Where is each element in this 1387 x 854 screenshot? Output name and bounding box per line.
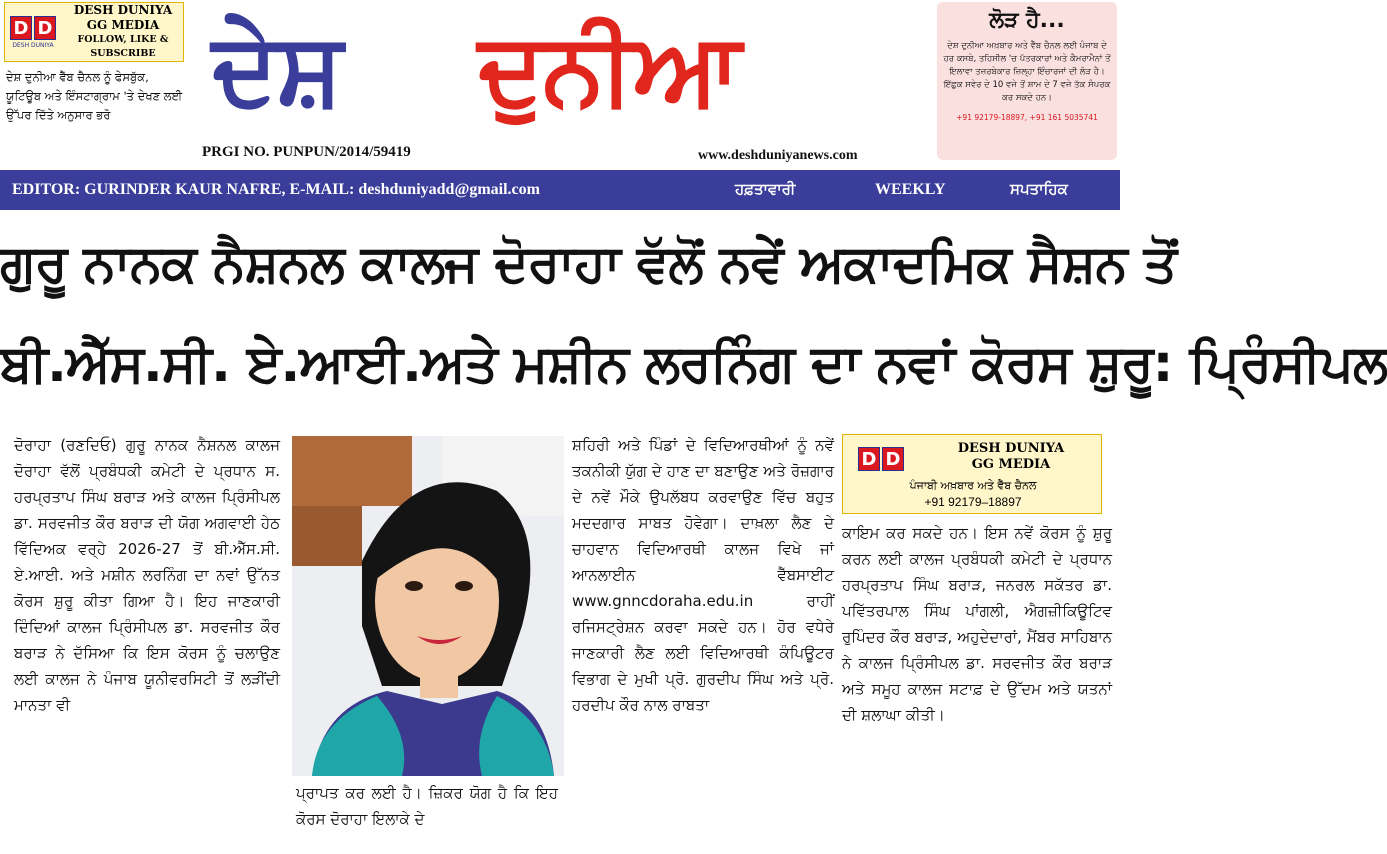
dd-letter-d2: D [34,16,56,40]
gg-media-promo-box [842,434,1102,514]
masthead-title-duniya: ਦੁਨੀਆ [478,10,740,127]
job-ad-title: ਲੋੜ ਹੈ... [989,8,1065,33]
editor-info: EDITOR: GURINDER KAUR NAFRE, E-MAIL: deshduniyadd@gmail.com [12,181,540,198]
article [0,432,1120,854]
article-column-2: ਪ੍ਰਾਪਤ ਕਰ ਲਈ ਹੈ। ਜ਼ਿਕਰ ਯੋਗ ਹੈ ਕਿ ਇਹ ਕੋਰਸ ਦੋਰਾਹਾ ਇਲਾਕੇ ਦੇ [296,784,558,828]
weekly-label-punjabi: ਹਫ਼ਤਾਵਾਰੀ [735,180,796,198]
dd-logo-subtext: DESH DUNIYA [12,41,54,49]
dd-logo [5,3,61,61]
promo-box-line-3: ਪੰਜਾਬੀ ਅਖ਼ਬਾਰ ਅਤੇ ਵੈੱਬ ਚੈਨਲ [909,479,1037,492]
weekly-label-hindi: ਸਪਤਾਹਿਕ [1010,180,1068,198]
promo-box-dd-logo [847,439,915,479]
job-ad [937,2,1117,160]
article-column-4: ਕਾਇਮ ਕਰ ਸਕਦੇ ਹਨ। ਇਸ ਨਵੇਂ ਕੋਰਸ ਨੂੰ ਸ਼ੁਰੂ ਕਰਨ ਲਈ ਕਾਲਜ ਪ੍ਰਬੰਧਕੀ ਕਮੇਟੀ ਦੇ ਪ੍ਰਧਾਨ ਹਰਪ੍ਰਤਾਪ ਸਿੰਘ ਬਰਾੜ, ਜਨਰਲ ਸਕੱਤਰ ਡਾ. ਪਵਿੱਤਰਪਾਲ ਸਿੰਘ ਪਾਂਗਲੀ, ਐਗਜ਼ੀਕਿਊਟਿਵ ਰੁਪਿੰਦਰ ਕੌਰ ਬਰਾੜ, ਅਹੁਦੇਦਾਰਾਂ, ਮੈਂਬਰ ਸਾਹਿਬਾਨ ਨੇ ਕਾਲਜ ਪ੍ਰਿੰਸੀਪਲ ਡਾ. ਸਰਵਜੀਤ ਕੌਰ ਬਰਾੜ ਅਤੇ ਸਮੂਹ ਕਾਲਜ ਸਟਾਫ਼ ਦੇ ਉੱਦਮ ਅਤੇ ਯਤਨਾਂ ਦੀ ਸ਼ਲਾਘਾ ਕੀਤੀ। [842,524,1112,724]
article-column-1: ਦੋਰਾਹਾ (ਰਣਦਿਓ) ਗੁਰੂ ਨਾਨਕ ਨੈਸ਼ਨਲ ਕਾਲਜ ਦੋਰਾਹਾ ਵੱਲੋਂ ਪ੍ਰਬੰਧਕੀ ਕਮੇਟੀ ਦੇ ਪ੍ਰਧਾਨ ਸ. ਹਰਪ੍ਰਤਾਪ ਸਿੰਘ ਬਰਾੜ ਅਤੇ ਕਾਲਜ ਪ੍ਰਿੰਸੀਪਲ ਡਾ. ਸਰਵਜੀਤ ਕੌਰ ਬਰਾੜ ਦੀ ਯੋਗ ਅਗਵਾਈ ਹੇਠ ਵਿੱਦਿਅਕ ਵਰ੍ਹੇ 2026-27 ਤੋਂ ਬੀ.ਐੱਸ.ਸੀ. ਏ.ਆਈ. ਅਤੇ ਮਸ਼ੀਨ ਲਰਨਿੰਗ ਦਾ ਨਵਾਂ ਉੱਨਤ ਕੋਰਸ ਸ਼ੁਰੂ ਕੀਤਾ ਗਿਆ ਹੈ। ਇਹ ਜਾਣਕਾਰੀ ਦਿੰਦਿਆਂ ਕਾਲਜ ਪ੍ਰਿੰਸੀਪਲ ਡਾ. ਸਰਵਜੀਤ ਕੌਰ ਬਰਾੜ ਨੇ ਦੱਸਿਆ ਕਿ ਇਸ ਕੋਰਸ ਨੂੰ ਚਲਾਉਣ ਲਈ ਕਾਲਜ ਨੇ ਪੰਜਾਬ ਯੂਨੀਵਰਸਿਟੀ ਤੋਂ ਲੜੀਂਦੀ ਮਾਨਤਾ ਵੀ [14,436,280,714]
masthead [0,0,1120,168]
job-ad-phones: +91 92179-18897, +91 161 5035741 [956,113,1098,122]
headline [0,214,1387,424]
promo-box-phone: +91 92179–18897 [924,495,1022,509]
promo-text: ਦੇਸ਼ ਦੁਨੀਆ ਵੈੱਬ ਚੈਨਲ ਨੂੰ ਫੇਸਬੁੱਕ, ਯੂਟਿਊਬ ਅਤੇ ਇੰਸਟਾਗ੍ਰਾਮ 'ਤੇ ਦੇਖਣ ਲਈ ਉੱਪਰ ਦਿੱਤੇ ਅਨੁਸਾਰ ਭਰੋ [6,70,183,122]
promo-line-1: DESH DUNIYA [73,3,173,17]
principal-photo-illustration [292,436,564,776]
promo-box-dd-letters [858,447,904,471]
promo-box-dd-letter-d2: D [882,447,904,471]
prgi-number: PRGI NO. PUNPUN/2014/59419 [202,144,411,160]
social-promo [4,2,184,160]
principal-photo [292,436,564,776]
website-link[interactable]: www.deshduniyanews.com [698,148,858,163]
dd-logo-letters [10,16,56,40]
weekly-label-english: WEEKLY [875,181,946,198]
headline-line-2: ਬੀ.ਐੱਸ.ਸੀ. ਏ.ਆਈ.ਅਤੇ ਮਸ਼ੀਨ ਲਰਨਿੰਗ ਦਾ ਨਵਾਂ ਕੋਰਸ ਸ਼ੁਰੂ: ਪ੍ਰਿੰਸੀਪਲ [0,334,1387,394]
dd-letter-d1: D [10,16,32,40]
headline-line-1: ਗੁਰੂ ਨਾਨਕ ਨੈਸ਼ਨਲ ਕਾਲਜ ਦੋਰਾਹਾ ਵੱਲੋਂ ਨਵੇਂ ਅਕਾਦਮਿਕ ਸੈਸ਼ਨ ਤੋਂ [0,234,1176,294]
masthead-title-desh: ਦੇਸ਼ [212,10,341,127]
editor-bar [0,170,1120,210]
article-column-3: ਸ਼ਹਿਰੀ ਅਤੇ ਪਿੰਡਾਂ ਦੇ ਵਿਦਿਆਰਥੀਆਂ ਨੂੰ ਨਵੇਂ ਤਕਨੀਕੀ ਯੁੱਗ ਦੇ ਹਾਣ ਦਾ ਬਣਾਉਣ ਅਤੇ ਰੋਜ਼ਗਾਰ ਦੇ ਨਵੇਂ ਮੌਕੇ ਉਪਲੱਬਧ ਕਰਵਾਉਣ ਵਿੱਚ ਬਹੁਤ ਮਦਦਗਾਰ ਸਾਬਤ ਹੋਵੇਗਾ। ਦਾਖ਼ਲਾ ਲੈਣ ਦੇ ਚਾਹਵਾਨ ਵਿਦਿਆਰਥੀ ਕਾਲਜ ਵਿਖੇ ਜਾਂ ਆਨਲਾਈਨ ਵੈੱਬਸਾਈਟ www.gnncdoraha.edu.in ਰਾਹੀਂ ਰਜਿਸਟ੍ਰੇਸ਼ਨ ਕਰਵਾ ਸਕਦੇ ਹਨ। ਹੋਰ ਵਧੇਰੇ ਜਾਣਕਾਰੀ ਲੈਣ ਲਈ ਵਿਦਿਆਰਥੀ ਕੰਪਿਊਟਰ ਵਿਭਾਗ ਦੇ ਮੁਖੀ ਪ੍ਰੋ. ਗੁਰਦੀਪ ਸਿੰਘ ਅਤੇ ਪ੍ਰੋ. ਹਰਦੀਪ ਕੌਰ ਨਾਲ ਰਾਬਤਾ [572,436,834,714]
promo-line-3: FOLLOW, LIKE & SUBSCRIBE [77,34,169,59]
promo-box-line-2: GG MEDIA [971,457,1051,472]
promo-banner [4,2,184,62]
promo-box-line-1: DESH DUNIYA [957,441,1065,456]
promo-line-2: GG MEDIA [86,18,160,32]
promo-box-dd-letter-d1: D [858,447,880,471]
job-ad-body: ਦੇਸ਼ ਦੁਨੀਆ ਅਖ਼ਬਾਰ ਅਤੇ ਵੈੱਬ ਚੈਨਲ ਲਈ ਪੰਜਾਬ ਦੇ ਹਰ ਕਸਬੇ, ਤਹਿਸੀਲ 'ਚ ਪੱਤਰਕਾਰਾਂ ਅਤੇ ਕੈਮਰਾਮੈਨਾਂ ਤੋਂ ਇਲਾਵਾ ਤਜ਼ਰਬੇਕਾਰ ਜ਼ਿਲ੍ਹਾ ਇੰਚਾਰਜਾਂ ਦੀ ਲੋੜ ਹੈ। ਇੱਛੁਕ ਸਵੇਰ ਦੇ 10 ਵਜੇ ਤੋਂ ਸ਼ਾਮ ਦੇ 7 ਵਜੇ ਤੱਕ ਸੰਪਰਕ ਕਰ ਸਕਦੇ ਹਨ। [943,41,1111,103]
promo-lines [61,3,183,61]
